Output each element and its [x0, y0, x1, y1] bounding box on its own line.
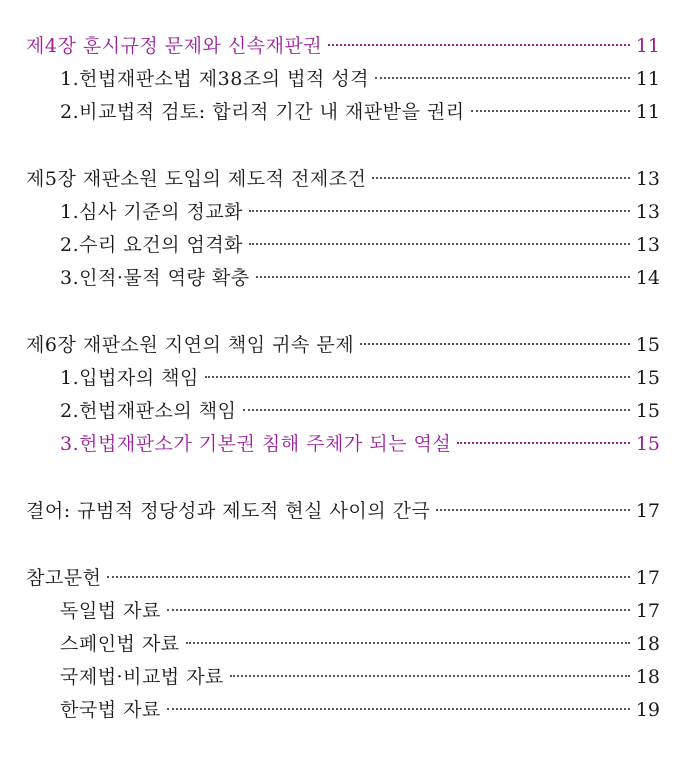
toc-entry-label: 제5장 재판소원 도입의 제도적 전제조건 — [26, 168, 367, 190]
dot-leader — [457, 442, 630, 444]
toc-entry-chapter-4[interactable] — [26, 30, 660, 63]
section-gap — [26, 461, 660, 495]
toc-entry-label: 2.헌법재판소의 책임 — [60, 400, 237, 422]
toc-entry-page: 13 — [635, 234, 660, 256]
toc-entry-4-1[interactable] — [26, 63, 660, 96]
toc-entry-page: 15 — [635, 334, 660, 356]
toc-entry-label: 1.심사 기준의 정교화 — [60, 201, 244, 223]
dot-leader — [436, 509, 629, 511]
table-of-contents — [26, 30, 660, 727]
toc-entry-page: 11 — [635, 101, 660, 123]
toc-entry-6-2[interactable] — [26, 395, 660, 428]
toc-entry-conclusion[interactable] — [26, 495, 660, 528]
toc-entry-label: 2.비교법적 검토: 합리적 기간 내 재판받을 권리 — [60, 101, 465, 123]
toc-entry-5-3[interactable] — [26, 262, 660, 295]
dot-leader — [249, 243, 630, 245]
toc-entry-ref-spanish[interactable] — [26, 628, 660, 661]
toc-entry-page: 13 — [635, 168, 660, 190]
toc-entry-chapter-5[interactable] — [26, 163, 660, 196]
dot-leader — [256, 276, 630, 278]
toc-entry-label: 3.헌법재판소가 기본권 침해 주체가 되는 역설 — [60, 433, 452, 455]
dot-leader — [243, 409, 630, 411]
dot-leader — [205, 376, 630, 378]
toc-entry-page: 14 — [635, 267, 660, 289]
dot-leader — [249, 210, 630, 212]
toc-entry-page: 17 — [635, 500, 660, 522]
toc-entry-page: 11 — [635, 68, 660, 90]
toc-entry-label: 제4장 훈시규정 문제와 신속재판권 — [26, 35, 323, 57]
section-gap — [26, 129, 660, 163]
dot-leader — [186, 642, 630, 644]
toc-entry-page: 13 — [635, 201, 660, 223]
dot-leader — [360, 343, 630, 345]
toc-entry-6-1[interactable] — [26, 362, 660, 395]
dot-leader — [328, 44, 630, 46]
toc-entry-label: 2.수리 요건의 엄격화 — [60, 234, 244, 256]
toc-entry-label: 1.입법자의 책임 — [60, 367, 199, 389]
toc-entry-page: 19 — [635, 699, 660, 721]
toc-entry-5-1[interactable] — [26, 196, 660, 229]
toc-entry-label: 제6장 재판소원 지연의 책임 귀속 문제 — [26, 334, 355, 356]
toc-entry-label: 결어: 규범적 정당성과 제도적 현실 사이의 간극 — [26, 500, 431, 522]
toc-entry-ref-german[interactable] — [26, 595, 660, 628]
toc-entry-page: 17 — [635, 567, 660, 589]
dot-leader — [230, 675, 630, 677]
section-gap — [26, 528, 660, 562]
toc-entry-label: 참고문헌 — [26, 567, 102, 589]
dot-leader — [107, 576, 629, 578]
dot-leader — [372, 177, 629, 179]
dot-leader — [471, 110, 630, 112]
dot-leader — [167, 708, 630, 710]
toc-entry-label: 한국법 자료 — [60, 699, 161, 721]
toc-entry-label: 3.인적·물적 역량 확충 — [60, 267, 250, 289]
dot-leader — [167, 609, 630, 611]
toc-entry-page: 15 — [635, 433, 660, 455]
toc-entry-ref-korean[interactable] — [26, 694, 660, 727]
toc-entry-ref-international[interactable] — [26, 661, 660, 694]
dot-leader — [375, 77, 630, 79]
toc-entry-4-2[interactable] — [26, 96, 660, 129]
section-gap — [26, 295, 660, 329]
toc-entry-6-3[interactable] — [26, 428, 660, 461]
toc-entry-page: 11 — [635, 35, 660, 57]
toc-entry-chapter-6[interactable] — [26, 329, 660, 362]
toc-entry-page: 17 — [635, 600, 660, 622]
toc-entry-page: 15 — [635, 400, 660, 422]
toc-entry-references[interactable] — [26, 562, 660, 595]
toc-entry-5-2[interactable] — [26, 229, 660, 262]
toc-entry-label: 스페인법 자료 — [60, 633, 180, 655]
toc-entry-page: 18 — [635, 666, 660, 688]
toc-entry-page: 15 — [635, 367, 660, 389]
toc-entry-label: 국제법·비교법 자료 — [60, 666, 224, 688]
toc-entry-label: 1.헌법재판소법 제38조의 법적 성격 — [60, 68, 370, 90]
toc-entry-page: 18 — [635, 633, 660, 655]
toc-entry-label: 독일법 자료 — [60, 600, 161, 622]
